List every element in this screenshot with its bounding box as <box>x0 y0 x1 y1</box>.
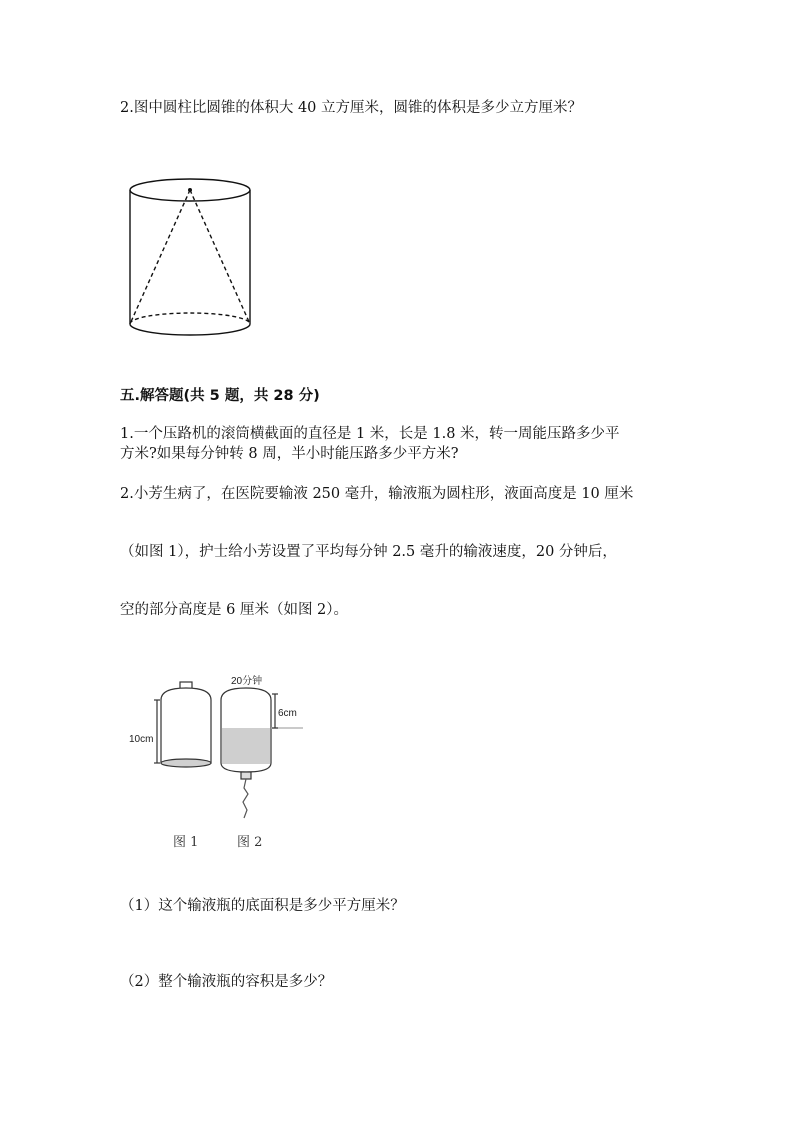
figure-label-6cm: 6cm <box>278 708 297 719</box>
cone-left-slant <box>130 190 190 324</box>
problem-2-line-1: 2.小芳生病了，在医院要输液 250 毫升，输液瓶为圆柱形，液面高度是 10 厘米 <box>120 486 634 502</box>
question-2-cone-cylinder: 2.图中圆柱比圆锥的体积大 40 立方厘米，圆锥的体积是多少立方厘米？ <box>120 100 583 116</box>
cylinder-bottom-front-arc <box>130 324 250 335</box>
section-5-heading: 五.解答题(共 5 题，共 28 分) <box>120 388 320 404</box>
cylinder-cone-figure <box>125 172 265 342</box>
infusion-bottle-figure <box>125 670 325 860</box>
problem-1-line-1: 1.一个压路机的滚筒横截面的直径是 1 米，长是 1.8 米，转一周能压路多少平 <box>120 426 620 442</box>
figure-label-10cm: 10cm <box>129 734 154 745</box>
problem-1-line-2: 方米?如果每分钟转 8 周，半小时能压路多少平方米? <box>120 446 459 462</box>
figure-time-label: 20分钟 <box>231 676 263 687</box>
cone-right-slant <box>190 190 250 324</box>
problem-2-sub-question-1: （1）这个输液瓶的底面积是多少平方厘米？ <box>120 898 405 914</box>
problem-2-line-3: 空的部分高度是 6 厘米（如图 2）。 <box>120 602 349 618</box>
liquid-level <box>222 728 270 764</box>
figure-1-caption: 图 1 <box>173 835 199 850</box>
cone-apex-point <box>188 188 192 192</box>
problem-2-line-2: （如图 1），护士给小芳设置了平均每分钟 2.5 毫升的输液速度，20 分钟后， <box>120 544 617 560</box>
cylinder-bottom-back-arc <box>130 313 250 324</box>
problem-2-sub-question-2: （2）整个输液瓶的容积是多少？ <box>120 974 333 990</box>
figure-2-caption: 图 2 <box>237 835 263 850</box>
bottle-figure-1 <box>154 682 211 767</box>
